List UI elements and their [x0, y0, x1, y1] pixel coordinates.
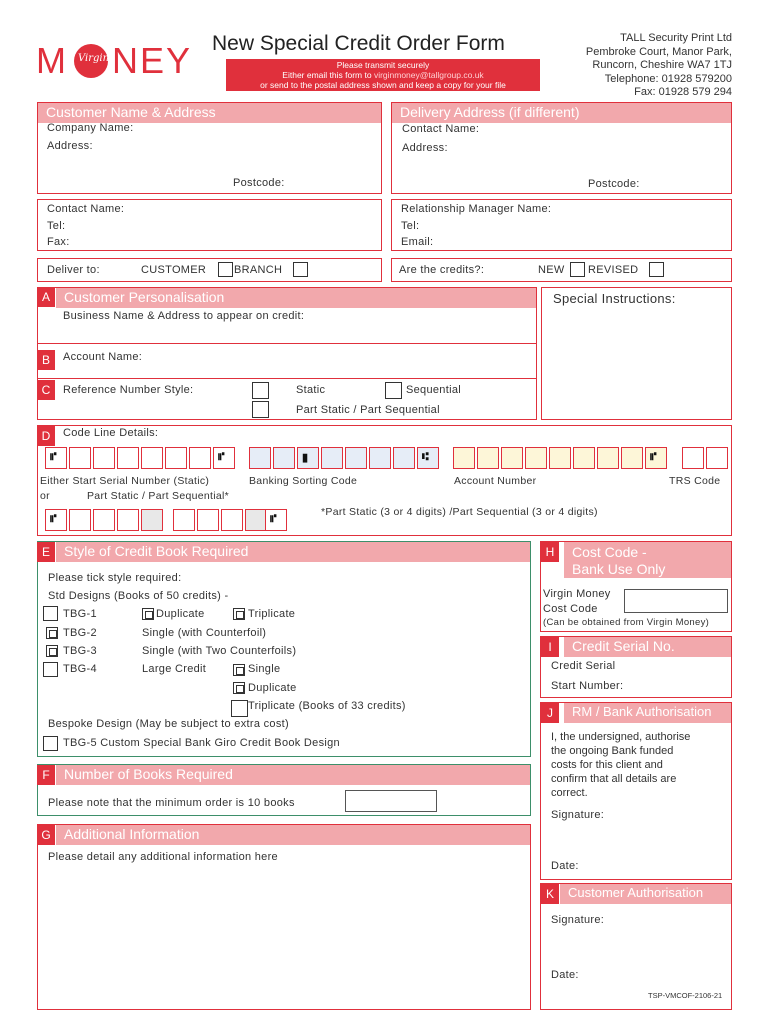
- rm-date-label: Date:: [551, 860, 579, 872]
- mark-symbol-icon: ⑈: [270, 513, 277, 525]
- section-a-letter: A: [37, 287, 55, 307]
- mark-symbol-icon: ⑈: [50, 451, 57, 463]
- section-g-header: Additional Information: [56, 825, 530, 845]
- section-f-header: Number of Books Required: [56, 765, 530, 785]
- page-title: New Special Credit Order Form: [212, 32, 505, 55]
- single-two-counterfoils-label: Single (with Two Counterfoils): [142, 645, 297, 657]
- rm-name-label: Relationship Manager Name:: [401, 203, 552, 215]
- virgin-money-logo: [36, 40, 196, 80]
- section-j-header: RM / Bank Authorisation: [564, 703, 731, 723]
- serial-digit-cell[interactable]: [117, 447, 139, 469]
- part-static-cell[interactable]: [141, 509, 163, 531]
- sorting-code-label: Banking Sorting Code: [249, 475, 358, 487]
- part-static-sequential-label: Part Static / Part Sequential*: [87, 490, 230, 502]
- account-name-label: Account Name:: [63, 351, 143, 363]
- company-addr-1: Pembroke Court, Manor Park,: [585, 45, 732, 58]
- cost-code-note: (Can be obtained from Virgin Money): [543, 617, 710, 628]
- customer-checkbox[interactable]: [218, 262, 233, 277]
- customer-tel-label: Tel:: [47, 220, 66, 232]
- mark-symbol-icon: ⑆: [422, 451, 429, 463]
- serial-end-marker-cell: [213, 447, 235, 469]
- logo-virgin-script: Virgin: [78, 53, 110, 64]
- large-triplicate-label: Triplicate (Books of 33 credits): [248, 700, 406, 712]
- account-number-cell[interactable]: [525, 447, 547, 469]
- mark-symbol-icon: ⑈: [218, 451, 225, 463]
- revised-option-label: REVISED: [588, 264, 639, 276]
- part-start-marker-cell: [45, 509, 67, 531]
- section-k-letter: K: [541, 884, 559, 904]
- tbg4-label: TBG-4: [63, 663, 97, 675]
- section-a-header: Customer Personalisation: [56, 288, 536, 308]
- notice-line-2-prefix: Either email this form to: [282, 70, 374, 80]
- part-digits-note: *Part Static (3 or 4 digits) /Part Sequential (3 or 4 digits): [321, 506, 598, 518]
- section-j-letter: J: [541, 703, 559, 723]
- either-serial-label: Either Start Serial Number (Static): [40, 475, 210, 487]
- section-d-letter: D: [37, 426, 55, 446]
- tick-style-label: Please tick style required:: [48, 572, 182, 584]
- rm-tel-label: Tel:: [401, 220, 420, 232]
- tbg3-checkbox[interactable]: [46, 645, 58, 657]
- customer-address-label: Address:: [47, 140, 93, 152]
- section-g-letter: G: [37, 825, 55, 845]
- section-i-letter: I: [541, 637, 559, 657]
- part-end-marker-cell: [265, 509, 287, 531]
- new-checkbox[interactable]: [570, 262, 585, 277]
- company-fax: Fax: 01928 579 294: [634, 86, 732, 98]
- sequential-checkbox[interactable]: [385, 382, 402, 399]
- large-duplicate-label: Duplicate: [248, 682, 297, 694]
- company-address: [560, 32, 732, 100]
- large-credit-label: Large Credit: [142, 663, 207, 675]
- notice-email-link[interactable]: virginmoney@tallgroup.co.uk: [373, 70, 484, 80]
- company-tel: Telephone: 01928 579200: [604, 72, 732, 85]
- or-label: or: [40, 490, 50, 502]
- reference-style-label: Reference Number Style:: [63, 384, 194, 396]
- sort-code-marker-cell: [297, 447, 319, 469]
- code-line-label: Code Line Details:: [63, 427, 159, 439]
- customer-postcode-label: Postcode:: [233, 177, 285, 189]
- part-static-checkbox[interactable]: [252, 401, 269, 418]
- part-sequential-cell[interactable]: [197, 509, 219, 531]
- revised-checkbox[interactable]: [649, 262, 664, 277]
- account-number-cell[interactable]: [549, 447, 571, 469]
- part-static-cell[interactable]: [69, 509, 91, 531]
- large-triplicate-checkbox[interactable]: [231, 700, 248, 717]
- special-instructions-box[interactable]: [541, 287, 732, 420]
- section-k-header: Customer Authorisation: [560, 884, 731, 904]
- mark-symbol-icon: ⑈: [650, 451, 657, 463]
- trs-code-label: TRS Code: [669, 475, 721, 487]
- customer-contact-label: Contact Name:: [47, 203, 125, 215]
- section-f-letter: F: [37, 765, 55, 785]
- sort-code-cell[interactable]: [345, 447, 367, 469]
- section-h-header: [564, 542, 731, 578]
- tbg1-triplicate-checkbox[interactable]: [233, 608, 245, 620]
- rm-authorisation-text: [551, 730, 690, 800]
- additional-info-label: Please detail any additional information here: [48, 851, 278, 863]
- section-h-letter: H: [541, 542, 559, 562]
- auth-line-5: correct.: [551, 787, 588, 799]
- tbg3-label: TBG-3: [63, 645, 97, 657]
- deliver-to-label: Deliver to:: [47, 264, 100, 276]
- notice-line-3: or send to the postal address shown and keep a copy for your file: [260, 80, 506, 90]
- number-of-books-input[interactable]: [345, 790, 437, 812]
- serial-start-marker-cell: [45, 447, 67, 469]
- rm-email-label: Email:: [401, 236, 434, 248]
- cost-code-label: Cost Code: [543, 603, 598, 615]
- auth-line-4: confirm that all details are: [551, 773, 677, 785]
- credit-serial-label-2: Start Number:: [551, 680, 624, 692]
- serial-digit-cell[interactable]: [189, 447, 211, 469]
- sort-code-cell[interactable]: [393, 447, 415, 469]
- logo-letters-ney: NEY: [112, 40, 193, 81]
- serial-digit-cell[interactable]: [93, 447, 115, 469]
- section-e-header: Style of Credit Book Required: [56, 542, 530, 562]
- mark-symbol-icon: ⑈: [50, 513, 57, 525]
- company-name: TALL Security Print Ltd: [620, 32, 732, 44]
- sort-code-cell[interactable]: [321, 447, 343, 469]
- section-h-header-line-2: Bank Use Only: [572, 561, 666, 577]
- bespoke-design-label: Bespoke Design (May be subject to extra cost): [48, 718, 289, 730]
- account-number-cell[interactable]: [621, 447, 643, 469]
- delivery-address-header: Delivery Address (if different): [392, 103, 731, 123]
- delivery-address-label: Address:: [402, 142, 448, 154]
- transmit-notice: [226, 59, 540, 91]
- section-b-divider: [37, 343, 537, 344]
- credit-serial-label-1: Credit Serial: [551, 660, 616, 672]
- rm-signature-label: Signature:: [551, 809, 605, 821]
- large-duplicate-checkbox[interactable]: [233, 682, 245, 694]
- sort-code-cell[interactable]: [273, 447, 295, 469]
- trs-code-cell[interactable]: [706, 447, 728, 469]
- customer-option-label: CUSTOMER: [141, 264, 207, 276]
- part-sequential-cell[interactable]: [245, 509, 267, 531]
- section-b-letter: B: [37, 350, 55, 370]
- sort-code-cell[interactable]: [249, 447, 271, 469]
- serial-digit-cell[interactable]: [141, 447, 163, 469]
- account-number-cell[interactable]: [501, 447, 523, 469]
- notice-line-1: Please transmit securely: [336, 60, 430, 70]
- auth-line-3: costs for this client and: [551, 759, 663, 771]
- part-sequential-cell[interactable]: [173, 509, 195, 531]
- section-c-divider: [37, 378, 537, 379]
- company-name-label: Company Name:: [47, 122, 134, 134]
- part-static-cell[interactable]: [117, 509, 139, 531]
- business-name-label: Business Name & Address to appear on credit:: [63, 310, 305, 322]
- trs-code-cell[interactable]: [682, 447, 704, 469]
- sequential-label: Sequential: [406, 384, 461, 396]
- minimum-order-label: Please note that the minimum order is 10 books: [48, 797, 295, 809]
- tbg1-triplicate-label: Triplicate: [248, 608, 296, 620]
- single-counterfoil-label: Single (with Counterfoil): [142, 627, 267, 639]
- account-number-cell[interactable]: [453, 447, 475, 469]
- part-static-label: Part Static / Part Sequential: [296, 404, 440, 416]
- account-number-label: Account Number: [454, 475, 537, 487]
- notice-line-2: [226, 70, 540, 80]
- static-checkbox[interactable]: [252, 382, 269, 399]
- serial-digit-cell[interactable]: [165, 447, 187, 469]
- tbg2-label: TBG-2: [63, 627, 97, 639]
- section-c-letter: C: [37, 380, 55, 400]
- customer-fax-label: Fax:: [47, 236, 70, 248]
- tbg4-checkbox[interactable]: [43, 662, 58, 677]
- section-i-header: Credit Serial No.: [564, 637, 731, 657]
- mark-symbol-icon: ▮: [302, 452, 309, 464]
- account-end-marker-cell: [645, 447, 667, 469]
- account-number-cell[interactable]: [477, 447, 499, 469]
- part-sequential-cell[interactable]: [221, 509, 243, 531]
- logo-letter-m: M: [36, 40, 67, 81]
- company-addr-2: Runcorn, Cheshire WA7 1TJ: [592, 59, 732, 71]
- std-designs-label: Std Designs (Books of 50 credits) -: [48, 590, 229, 602]
- virgin-money-label: Virgin Money: [543, 588, 611, 600]
- cost-code-input[interactable]: [624, 589, 728, 613]
- branch-option-label: BRANCH: [234, 264, 283, 276]
- auth-line-2: the ongoing Bank funded: [551, 745, 674, 757]
- tbg1-duplicate-checkbox[interactable]: [142, 608, 154, 620]
- branch-checkbox[interactable]: [293, 262, 308, 277]
- tbg5-label: TBG-5 Custom Special Bank Giro Credit Book Design: [63, 737, 340, 749]
- customer-address-header: Customer Name & Address: [38, 103, 381, 123]
- credits-question-label: Are the credits?:: [399, 264, 485, 276]
- account-number-cell[interactable]: [573, 447, 595, 469]
- static-label: Static: [296, 384, 326, 396]
- auth-line-1: I, the undersigned, authorise: [551, 731, 691, 743]
- section-h-header-line-1: Cost Code -: [572, 544, 647, 560]
- account-number-cell[interactable]: [597, 447, 619, 469]
- part-static-cell[interactable]: [93, 509, 115, 531]
- large-single-checkbox[interactable]: [233, 664, 245, 676]
- delivery-postcode-label: Postcode:: [588, 178, 640, 190]
- new-option-label: NEW: [538, 264, 565, 276]
- tbg1-label: TBG-1: [63, 608, 97, 620]
- large-single-label: Single: [248, 663, 281, 675]
- delivery-contact-label: Contact Name:: [402, 123, 480, 135]
- tbg2-checkbox[interactable]: [46, 627, 58, 639]
- customer-signature-label: Signature:: [551, 914, 605, 926]
- customer-date-label: Date:: [551, 969, 579, 981]
- tbg1-checkbox[interactable]: [43, 606, 58, 621]
- special-instructions-label: Special Instructions:: [553, 291, 676, 306]
- sort-code-cell[interactable]: [369, 447, 391, 469]
- tbg1-duplicate-label: Duplicate: [156, 608, 205, 620]
- tbg5-checkbox[interactable]: [43, 736, 58, 751]
- serial-digit-cell[interactable]: [69, 447, 91, 469]
- form-reference: TSP-VMCOF-2106-21: [648, 991, 723, 1000]
- sort-code-end-marker-cell: [417, 447, 439, 469]
- section-e-letter: E: [37, 542, 55, 562]
